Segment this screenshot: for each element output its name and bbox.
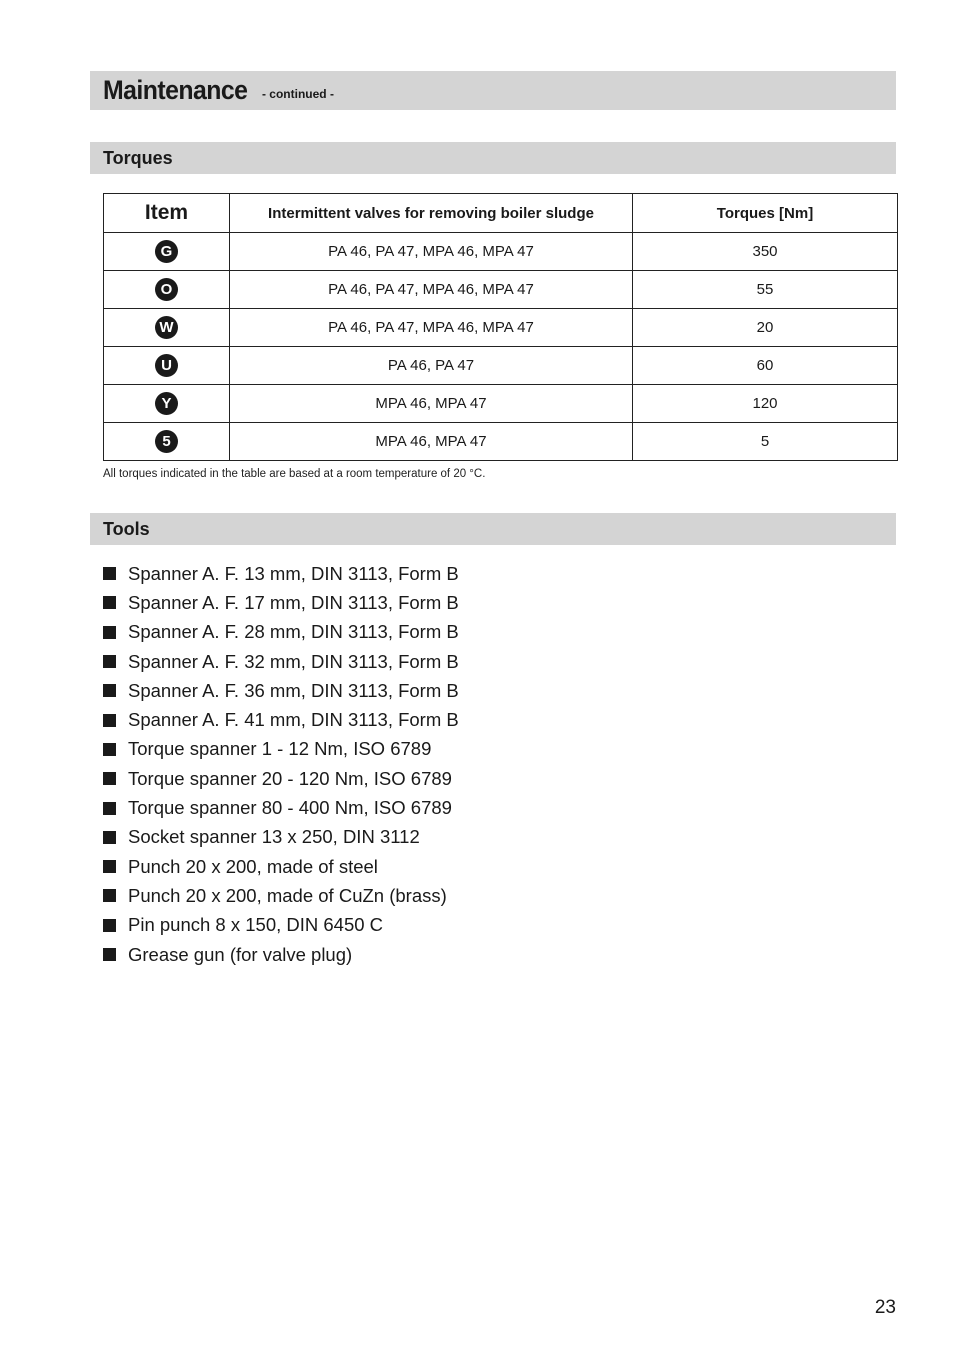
square-bullet-icon	[103, 596, 116, 609]
torque-cell: 60	[633, 347, 898, 385]
table-row	[104, 309, 898, 347]
torque-cell: 55	[633, 271, 898, 309]
item-cell	[104, 347, 230, 385]
torque-cell: 20	[633, 309, 898, 347]
item-badge-icon: G	[155, 240, 178, 263]
valves-cell: PA 46, PA 47, MPA 46, MPA 47	[230, 309, 633, 347]
column-header-valves: Intermittent valves for removing boiler sludge	[230, 194, 633, 233]
tool-label: Torque spanner 80 - 400 Nm, ISO 6789	[128, 797, 452, 819]
item-cell	[104, 309, 230, 347]
square-bullet-icon	[103, 948, 116, 961]
square-bullet-icon	[103, 684, 116, 697]
torque-cell: 120	[633, 385, 898, 423]
tool-label: Torque spanner 20 - 120 Nm, ISO 6789	[128, 767, 452, 789]
table-row	[104, 423, 898, 461]
section-header-tools	[90, 513, 896, 545]
column-header-item: Item	[104, 194, 230, 233]
page-subtitle: - continued -	[261, 87, 334, 101]
list-item	[103, 940, 459, 969]
valves-cell: MPA 46, MPA 47	[230, 385, 633, 423]
list-item	[103, 588, 459, 617]
table-row	[104, 233, 898, 271]
page-title: Maintenance	[103, 75, 248, 105]
item-cell	[104, 423, 230, 461]
list-item	[103, 911, 459, 940]
list-item	[103, 793, 459, 822]
torque-cell: 350	[633, 233, 898, 271]
item-badge-icon: O	[155, 278, 178, 301]
item-cell	[104, 385, 230, 423]
valves-cell: PA 46, PA 47	[230, 347, 633, 385]
tool-label: Spanner A. F. 13 mm, DIN 3113, Form B	[128, 562, 459, 584]
item-badge-icon: Y	[155, 392, 178, 415]
list-item	[103, 676, 459, 705]
table-row	[104, 385, 898, 423]
square-bullet-icon	[103, 714, 116, 727]
tool-label: Spanner A. F. 17 mm, DIN 3113, Form B	[128, 591, 459, 613]
valves-cell: PA 46, PA 47, MPA 46, MPA 47	[230, 233, 633, 271]
square-bullet-icon	[103, 802, 116, 815]
list-item	[103, 852, 459, 881]
tool-label: Socket spanner 13 x 250, DIN 3112	[128, 826, 420, 848]
list-item	[103, 618, 459, 647]
item-badge-icon: W	[155, 316, 178, 339]
list-item	[103, 705, 459, 734]
item-badge-icon: U	[155, 354, 178, 377]
square-bullet-icon	[103, 567, 116, 580]
tools-section-title: Tools	[103, 518, 150, 539]
list-item	[103, 764, 459, 793]
tool-label: Spanner A. F. 36 mm, DIN 3113, Form B	[128, 679, 459, 701]
list-item	[103, 647, 459, 676]
tool-label: Spanner A. F. 41 mm, DIN 3113, Form B	[128, 709, 459, 731]
tool-label: Spanner A. F. 28 mm, DIN 3113, Form B	[128, 621, 459, 643]
list-item	[103, 881, 459, 910]
square-bullet-icon	[103, 626, 116, 639]
square-bullet-icon	[103, 655, 116, 668]
tool-label: Punch 20 x 200, made of CuZn (brass)	[128, 884, 447, 906]
torques-table	[103, 193, 898, 461]
square-bullet-icon	[103, 743, 116, 756]
tools-list	[103, 559, 459, 969]
torque-cell: 5	[633, 423, 898, 461]
column-header-torques: Torques [Nm]	[633, 194, 898, 233]
tool-label: Torque spanner 1 - 12 Nm, ISO 6789	[128, 738, 432, 760]
list-item	[103, 559, 459, 588]
torques-footnote: All torques indicated in the table are based at a room temperature of 20 °C.	[103, 468, 486, 480]
square-bullet-icon	[103, 860, 116, 873]
tool-label: Punch 20 x 200, made of steel	[128, 855, 378, 877]
list-item	[103, 735, 459, 764]
table-row	[104, 271, 898, 309]
tool-label: Grease gun (for valve plug)	[128, 943, 353, 965]
table-row	[104, 347, 898, 385]
valves-cell: MPA 46, MPA 47	[230, 423, 633, 461]
list-item	[103, 823, 459, 852]
tool-label: Spanner A. F. 32 mm, DIN 3113, Form B	[128, 650, 459, 672]
square-bullet-icon	[103, 889, 116, 902]
square-bullet-icon	[103, 831, 116, 844]
item-badge-icon: 5	[155, 430, 178, 453]
page-number: 23	[874, 1297, 896, 1318]
square-bullet-icon	[103, 772, 116, 785]
section-header-maintenance	[90, 71, 896, 110]
valves-cell: PA 46, PA 47, MPA 46, MPA 47	[230, 271, 633, 309]
item-cell	[104, 271, 230, 309]
table-header-row	[104, 194, 898, 233]
item-cell	[104, 233, 230, 271]
square-bullet-icon	[103, 919, 116, 932]
section-header-torques	[90, 142, 896, 174]
tool-label: Pin punch 8 x 150, DIN 6450 C	[128, 914, 384, 936]
torques-section-title: Torques	[103, 147, 173, 168]
